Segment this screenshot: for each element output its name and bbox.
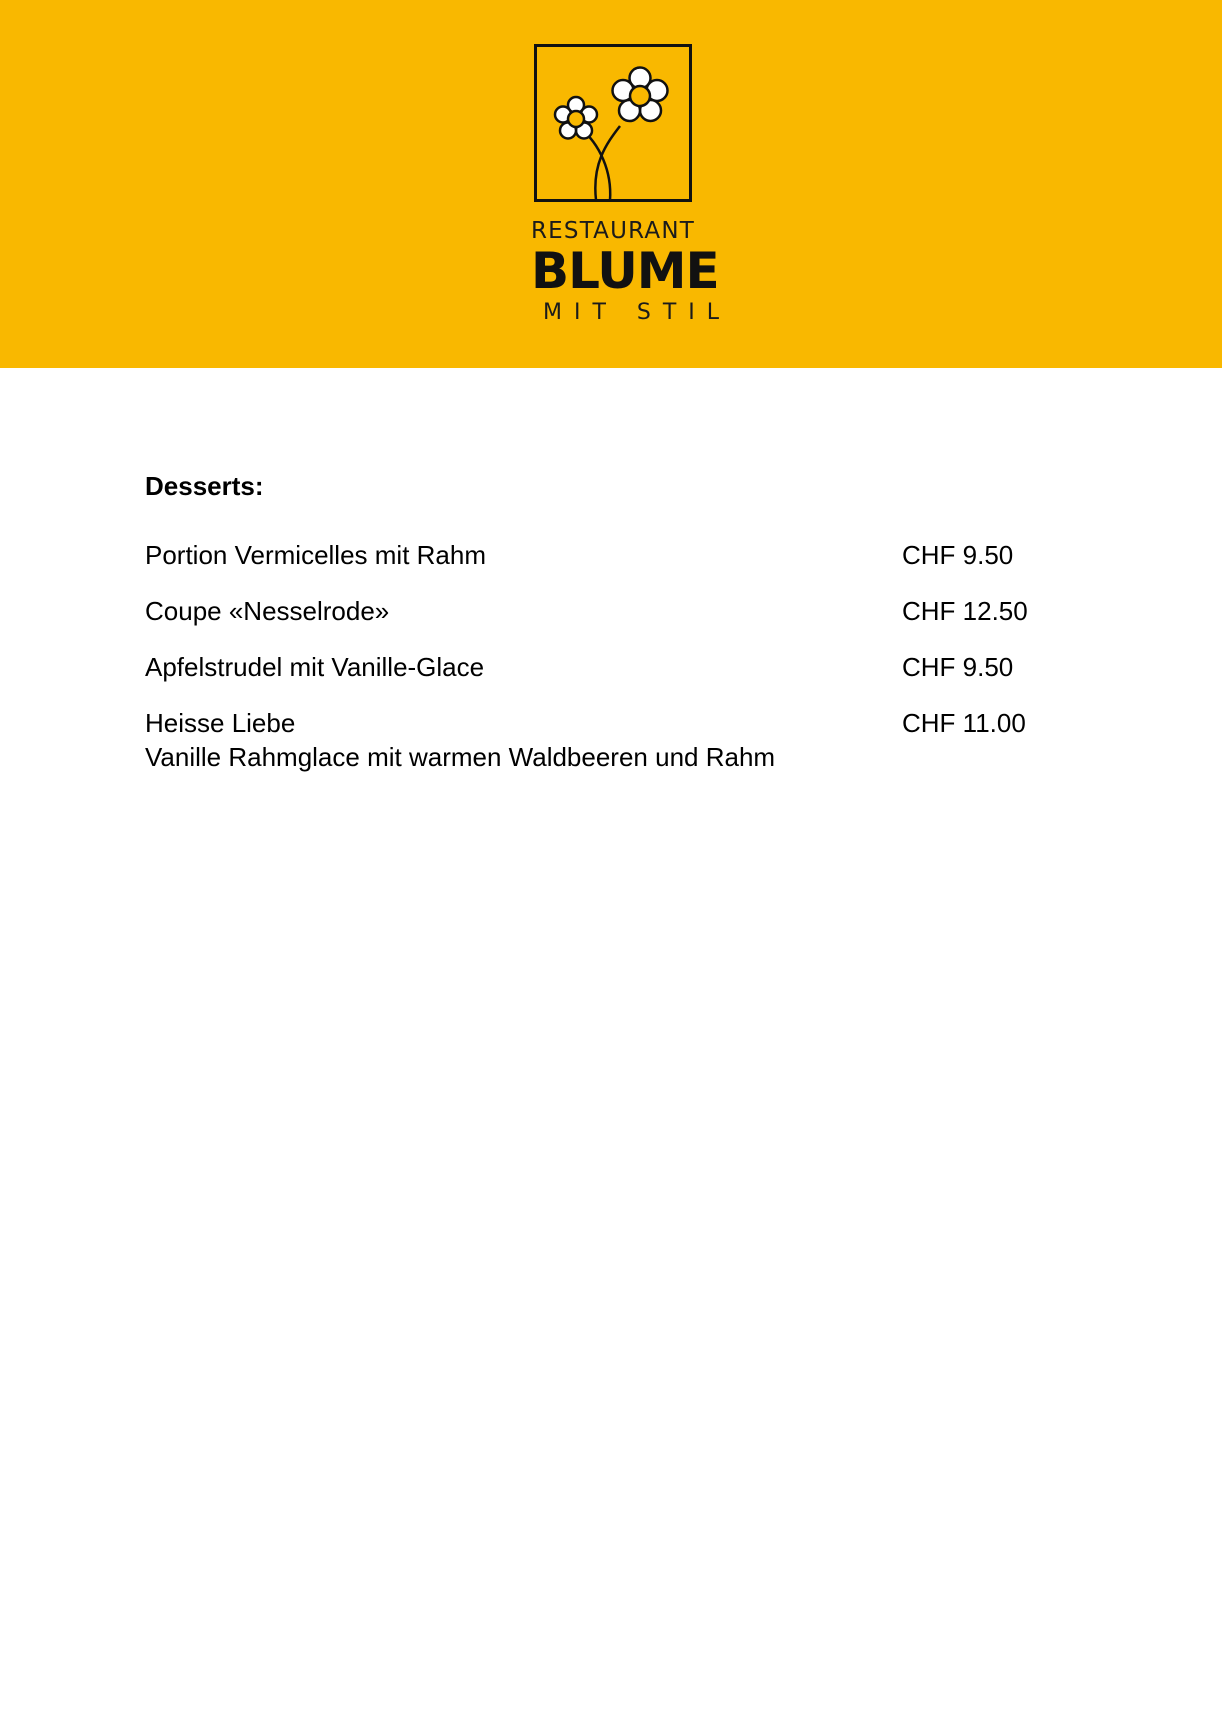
item-name: Coupe «Nesselrode» [145,596,390,626]
menu-item [145,538,1080,594]
item-price: CHF 9.50 [902,652,1014,682]
menu-item [145,650,1080,706]
logo-text-mit-stil: MIT STIL [543,300,732,325]
item-name: Heisse Liebe [145,708,296,738]
item-price: CHF 9.50 [902,540,1014,570]
item-description: Vanille Rahmglace mit warmen Waldbeeren und Rahm [145,742,776,772]
logo-text-blume: BLUME [531,242,719,300]
item-name: Apfelstrudel mit Vanille-Glace [145,652,485,682]
item-price: CHF 12.50 [902,596,1028,626]
menu-list [145,538,1080,798]
two-flowers-icon [534,44,692,202]
section-title: Desserts: [145,471,264,501]
menu-section [145,470,1080,798]
menu-item [145,706,1080,798]
item-price: CHF 11.00 [902,708,1026,738]
item-name: Portion Vermicelles mit Rahm [145,540,486,570]
header-band [0,0,1222,368]
logo-text-restaurant: RESTAURANT [531,218,695,244]
menu-item [145,594,1080,650]
